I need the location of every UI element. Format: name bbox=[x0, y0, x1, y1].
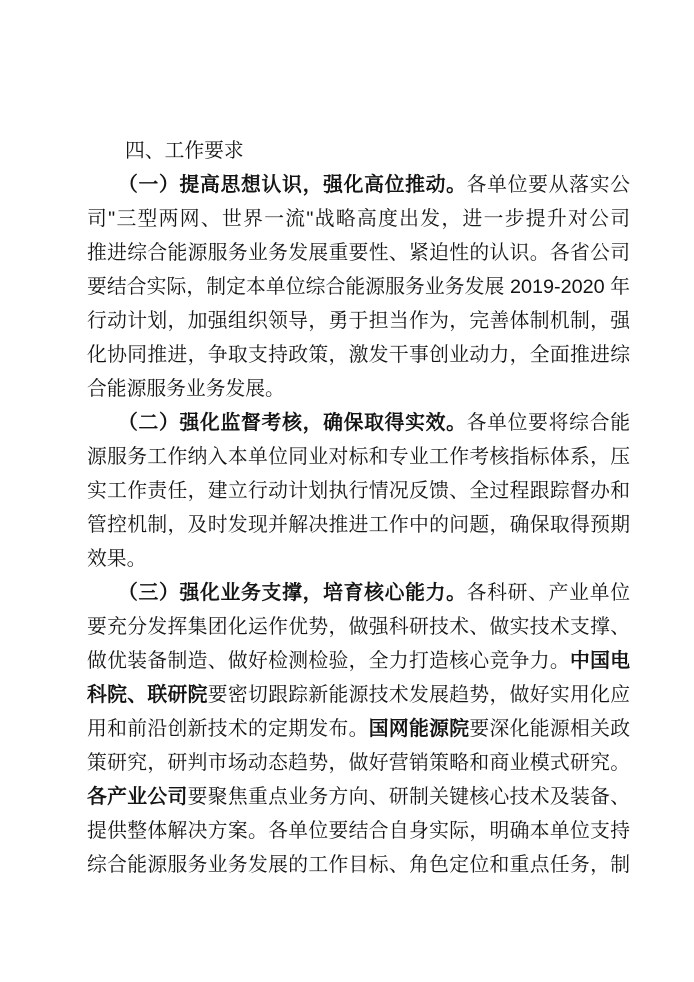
para2-line5 bbox=[87, 542, 630, 576]
text-segment: 司"三型两网、世界一流"战略高度出发，进一步提升对公司 bbox=[87, 208, 630, 230]
text-segment: 策研究，研判市场动态趋势，做好营销策略和商业模式研究。 bbox=[87, 752, 630, 774]
text-segment: 做优装备制造、做好检测检验，全力打造核心竞争力。 bbox=[87, 650, 570, 672]
para1-line2 bbox=[87, 202, 630, 236]
bold-text-segment: 科院、联研院 bbox=[87, 684, 208, 706]
text-segment: 要深化能源相关政 bbox=[469, 718, 630, 740]
bold-text-segment: （二）强化监督考核，确保取得实效。 bbox=[118, 412, 467, 434]
para2-line2 bbox=[87, 440, 630, 474]
para1-line7 bbox=[87, 372, 630, 406]
para1-line5 bbox=[87, 304, 630, 338]
para3-line7 bbox=[87, 780, 630, 814]
para3-line2 bbox=[87, 610, 630, 644]
bold-text-segment: 国网能源院 bbox=[368, 718, 470, 740]
text-segment: 合能源服务业务发展。 bbox=[87, 378, 285, 400]
text-segment: 用和前沿创新技术的定期发布。 bbox=[87, 718, 369, 740]
para3-line4 bbox=[87, 678, 630, 712]
bold-text-segment: （三）强化业务支撑，培育核心能力。 bbox=[118, 582, 467, 604]
text-segment: 推进综合能源服务业务发展重要性、紧迫性的认识。各省公司 bbox=[87, 242, 630, 264]
para1-line1 bbox=[87, 168, 630, 202]
text-block bbox=[87, 134, 630, 882]
para3-line9 bbox=[87, 848, 630, 882]
text-segment: 要结合实际，制定本单位综合能源服务业务发展 2019-2020 年 bbox=[87, 276, 630, 298]
para2-line4 bbox=[87, 508, 630, 542]
text-segment: 实工作责任，建立行动计划执行情况反馈、全过程跟踪督办和 bbox=[87, 480, 630, 502]
para1-line4 bbox=[87, 270, 630, 304]
text-segment: 源服务工作纳入本单位同业对标和专业工作考核指标体系，压 bbox=[87, 446, 630, 468]
text-segment: 行动计划，加强组织领导，勇于担当作为，完善体制机制，强 bbox=[87, 310, 630, 332]
text-segment: 综合能源服务业务发展的工作目标、角色定位和重点任务，制 bbox=[87, 854, 630, 876]
para3-line5 bbox=[87, 712, 630, 746]
para2-line3 bbox=[87, 474, 630, 508]
text-segment: 化协同推进，争取支持政策，激发干事创业动力，全面推进综 bbox=[87, 344, 630, 366]
text-segment: 各单位要将综合能 bbox=[466, 412, 630, 434]
para3-line1 bbox=[87, 576, 630, 610]
bold-text-segment: （一）提高思想认识，强化高位推动。 bbox=[118, 174, 467, 196]
para1-line3 bbox=[87, 236, 630, 270]
para1-line6 bbox=[87, 338, 630, 372]
text-segment: 要密切跟踪新能源技术发展趋势，做好实用化应 bbox=[207, 684, 630, 706]
bold-text-segment: 各产业公司 bbox=[87, 786, 188, 808]
para3-line6 bbox=[87, 746, 630, 780]
para3-line3 bbox=[87, 644, 630, 678]
text-segment: 提供整体解决方案。各单位要结合自身实际，明确本单位支持 bbox=[87, 820, 630, 842]
text-segment: 效果。 bbox=[87, 548, 147, 570]
text-segment: 各科研、产业单位 bbox=[466, 582, 630, 604]
para2-line1 bbox=[87, 406, 630, 440]
text-segment: 要充分发挥集团化运作优势，做强科研技术、做实技术支撑、 bbox=[87, 616, 630, 638]
section-heading bbox=[87, 134, 630, 168]
text-segment: 管控机制，及时发现并解决推进工作中的问题，确保取得预期 bbox=[87, 514, 630, 536]
bold-text-segment: 中国电 bbox=[569, 650, 630, 672]
text-segment: 四、工作要求 bbox=[125, 140, 244, 162]
para3-line8 bbox=[87, 814, 630, 848]
text-segment: 各单位要从落实公 bbox=[466, 174, 630, 196]
text-segment: 要聚焦重点业务方向、研制关键核心技术及装备、 bbox=[187, 786, 630, 808]
